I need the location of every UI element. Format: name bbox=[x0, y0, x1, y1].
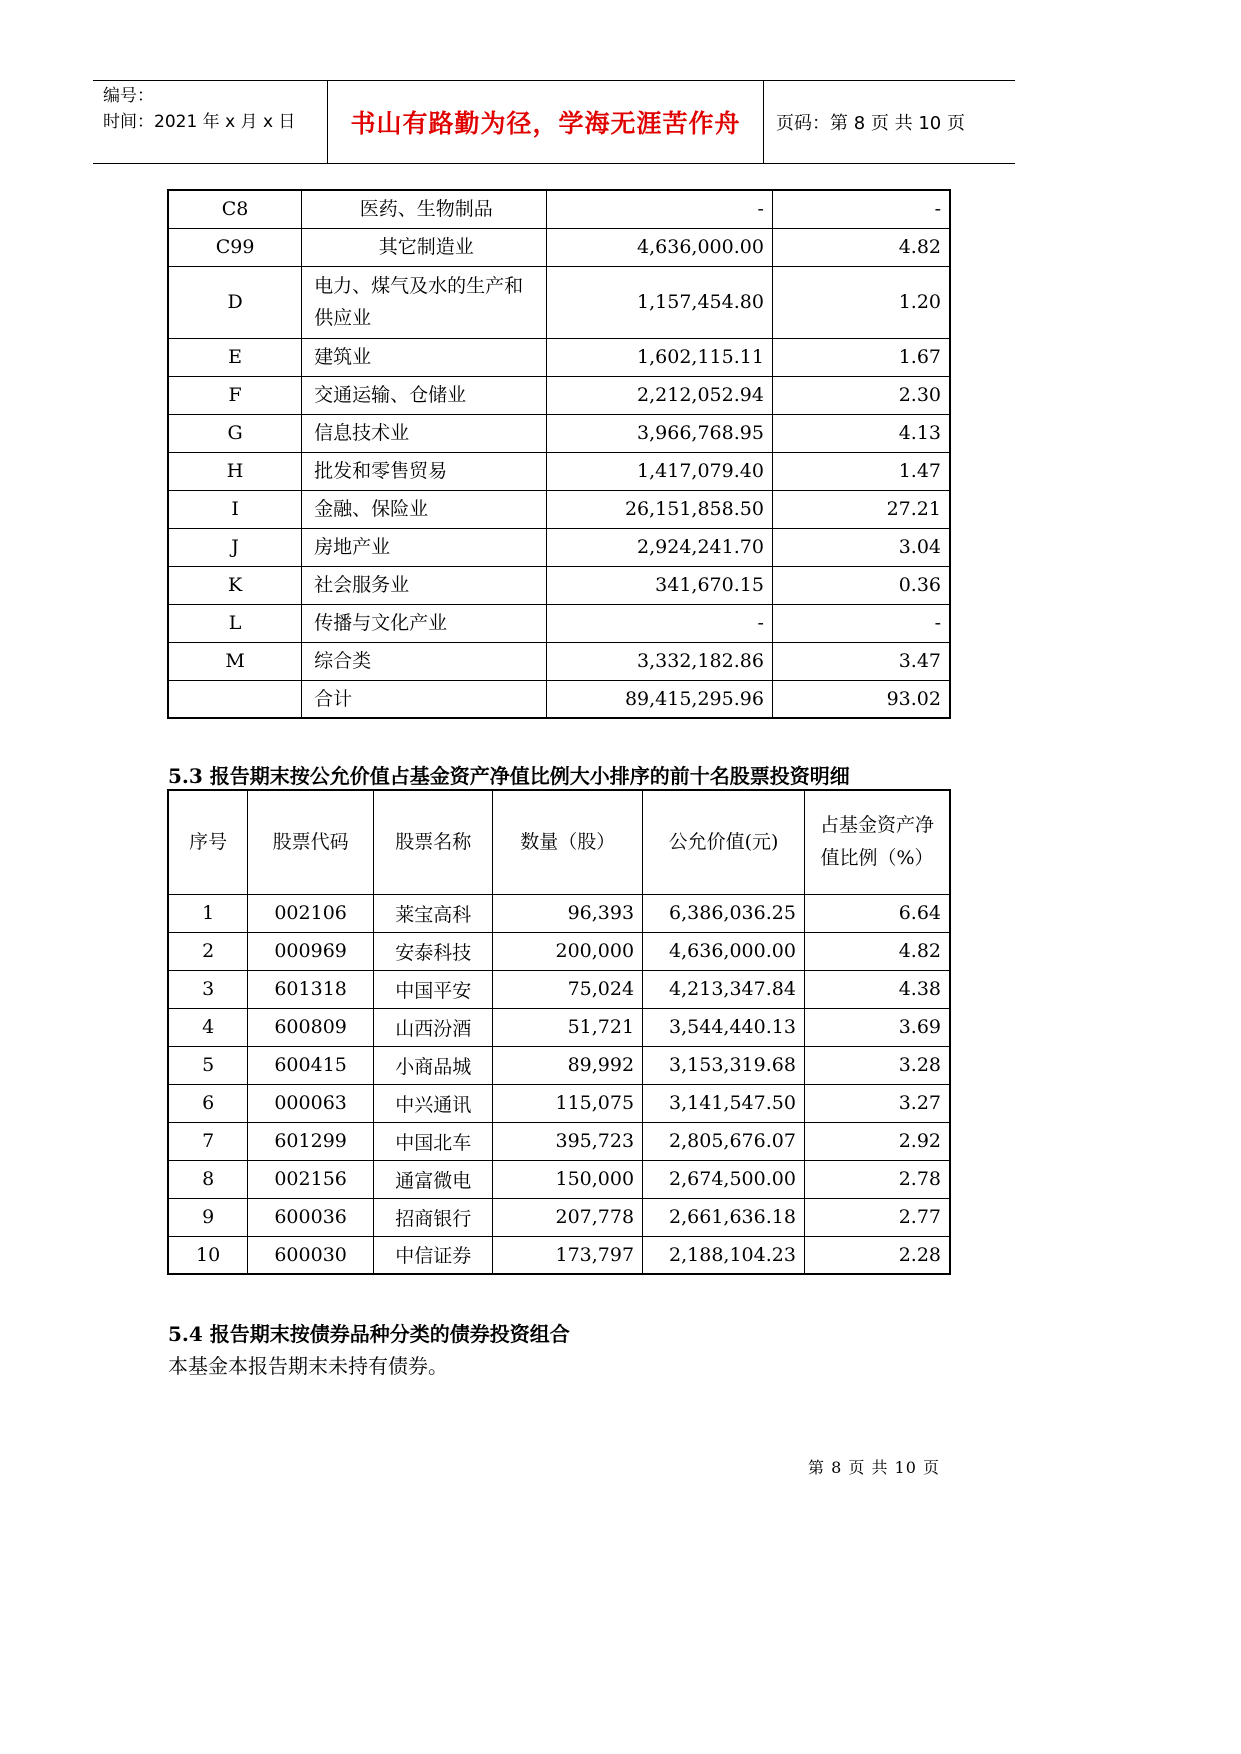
nav-ratio-cell: 6.64 bbox=[804, 894, 950, 932]
fair-value-cell: 2,674,500.00 bbox=[643, 1160, 805, 1198]
nav-ratio-cell: 1.67 bbox=[772, 338, 950, 376]
nav-ratio-cell: 0.36 bbox=[772, 566, 950, 604]
stock-code-cell: 600030 bbox=[248, 1236, 374, 1274]
rank-cell: 1 bbox=[168, 894, 248, 932]
quantity-cell: 75,024 bbox=[493, 970, 643, 1008]
nav-ratio-cell: 3.47 bbox=[772, 642, 950, 680]
nav-ratio-cell: 4.82 bbox=[804, 932, 950, 970]
stock-code-cell: 000969 bbox=[248, 932, 374, 970]
table-row bbox=[168, 1046, 950, 1084]
market-value-cell: 341,670.15 bbox=[547, 566, 773, 604]
quantity-cell: 200,000 bbox=[493, 932, 643, 970]
quantity-cell: 51,721 bbox=[493, 1008, 643, 1046]
market-value-cell: 1,157,454.80 bbox=[547, 266, 773, 338]
industry-code-cell: G bbox=[168, 414, 302, 452]
table-row bbox=[168, 970, 950, 1008]
stock-code-cell: 600415 bbox=[248, 1046, 374, 1084]
table-header-row bbox=[168, 790, 950, 894]
industry-code-cell: L bbox=[168, 604, 302, 642]
top-ten-stocks-table bbox=[167, 789, 951, 1275]
rank-cell: 10 bbox=[168, 1236, 248, 1274]
industry-name-cell: 建筑业 bbox=[302, 338, 547, 376]
header-meta bbox=[103, 81, 327, 165]
nav-ratio-cell: 2.30 bbox=[772, 376, 950, 414]
nav-ratio-cell: 4.13 bbox=[772, 414, 950, 452]
industry-allocation-table bbox=[167, 189, 951, 719]
industry-name-cell: 信息技术业 bbox=[302, 414, 547, 452]
rank-cell: 7 bbox=[168, 1122, 248, 1160]
column-header: 占基金资产净值比例（%） bbox=[804, 790, 950, 894]
stock-code-cell: 600036 bbox=[248, 1198, 374, 1236]
industry-name-cell: 传播与文化产业 bbox=[302, 604, 547, 642]
market-value-cell: 1,602,115.11 bbox=[547, 338, 773, 376]
nav-ratio-cell: 3.69 bbox=[804, 1008, 950, 1046]
market-value-cell: 3,332,182.86 bbox=[547, 642, 773, 680]
stock-name-cell: 山西汾酒 bbox=[373, 1008, 492, 1046]
table-row bbox=[168, 1198, 950, 1236]
quantity-cell: 173,797 bbox=[493, 1236, 643, 1274]
header-page-number: 页码：第 8 页 共 10 页 bbox=[776, 113, 965, 134]
quantity-cell: 115,075 bbox=[493, 1084, 643, 1122]
nav-ratio-cell: 27.21 bbox=[772, 490, 950, 528]
table-row bbox=[168, 528, 950, 566]
table-row bbox=[168, 338, 950, 376]
stock-name-cell: 安泰科技 bbox=[373, 932, 492, 970]
market-value-cell: 26,151,858.50 bbox=[547, 490, 773, 528]
stock-name-cell: 通富微电 bbox=[373, 1160, 492, 1198]
document-number-label: 编号： bbox=[103, 86, 154, 106]
stock-name-cell: 中国平安 bbox=[373, 970, 492, 1008]
table-row bbox=[168, 190, 950, 228]
industry-name-cell: 医药、生物制品 bbox=[302, 190, 547, 228]
nav-ratio-cell: 4.82 bbox=[772, 228, 950, 266]
fair-value-cell: 2,805,676.07 bbox=[643, 1122, 805, 1160]
quantity-cell: 207,778 bbox=[493, 1198, 643, 1236]
industry-code-cell bbox=[168, 680, 302, 718]
fair-value-cell: 3,153,319.68 bbox=[643, 1046, 805, 1084]
table-row bbox=[168, 566, 950, 604]
industry-name-cell: 批发和零售贸易 bbox=[302, 452, 547, 490]
industry-code-cell: I bbox=[168, 490, 302, 528]
page-header bbox=[93, 80, 1015, 164]
table-row bbox=[168, 228, 950, 266]
market-value-cell: - bbox=[547, 190, 773, 228]
industry-name-cell: 电力、煤气及水的生产和供应业 bbox=[302, 266, 547, 338]
stock-code-cell: 000063 bbox=[248, 1084, 374, 1122]
table-row bbox=[168, 604, 950, 642]
nav-ratio-cell: 2.28 bbox=[804, 1236, 950, 1274]
industry-name-cell: 综合类 bbox=[302, 642, 547, 680]
rank-cell: 4 bbox=[168, 1008, 248, 1046]
industry-code-cell: C99 bbox=[168, 228, 302, 266]
stock-code-cell: 601299 bbox=[248, 1122, 374, 1160]
quantity-cell: 395,723 bbox=[493, 1122, 643, 1160]
nav-ratio-cell: 2.78 bbox=[804, 1160, 950, 1198]
industry-name-cell: 合计 bbox=[302, 680, 547, 718]
fair-value-cell: 2,188,104.23 bbox=[643, 1236, 805, 1274]
fair-value-cell: 2,661,636.18 bbox=[643, 1198, 805, 1236]
nav-ratio-cell: 2.77 bbox=[804, 1198, 950, 1236]
nav-ratio-cell: 4.38 bbox=[804, 970, 950, 1008]
nav-ratio-cell: 2.92 bbox=[804, 1122, 950, 1160]
rank-cell: 8 bbox=[168, 1160, 248, 1198]
industry-code-cell: D bbox=[168, 266, 302, 338]
table-row bbox=[168, 1008, 950, 1046]
nav-ratio-cell: - bbox=[772, 604, 950, 642]
stock-name-cell: 小商品城 bbox=[373, 1046, 492, 1084]
industry-code-cell: E bbox=[168, 338, 302, 376]
fair-value-cell: 3,141,547.50 bbox=[643, 1084, 805, 1122]
market-value-cell: 2,924,241.70 bbox=[547, 528, 773, 566]
industry-name-cell: 其它制造业 bbox=[302, 228, 547, 266]
rank-cell: 6 bbox=[168, 1084, 248, 1122]
column-header: 序号 bbox=[168, 790, 248, 894]
industry-name-cell: 社会服务业 bbox=[302, 566, 547, 604]
industry-code-cell: F bbox=[168, 376, 302, 414]
nav-ratio-cell: 1.20 bbox=[772, 266, 950, 338]
nav-ratio-cell: 3.28 bbox=[804, 1046, 950, 1084]
section-5-4-title: 5.4 报告期末按债券品种分类的债券投资组合 bbox=[168, 1322, 570, 1346]
nav-ratio-cell: 3.27 bbox=[804, 1084, 950, 1122]
table-row bbox=[168, 932, 950, 970]
header-motto: 书山有路勤为径，学海无涯苦作舟 bbox=[350, 109, 741, 138]
industry-name-cell: 交通运输、仓储业 bbox=[302, 376, 547, 414]
quantity-cell: 96,393 bbox=[493, 894, 643, 932]
rank-cell: 5 bbox=[168, 1046, 248, 1084]
stock-code-cell: 600809 bbox=[248, 1008, 374, 1046]
market-value-cell: - bbox=[547, 604, 773, 642]
table-row bbox=[168, 490, 950, 528]
column-header: 数量（股） bbox=[493, 790, 643, 894]
industry-code-cell: H bbox=[168, 452, 302, 490]
fair-value-cell: 4,636,000.00 bbox=[643, 932, 805, 970]
section-5-4-body: 本基金本报告期末未持有债券。 bbox=[168, 1354, 448, 1378]
stock-name-cell: 中兴通讯 bbox=[373, 1084, 492, 1122]
quantity-cell: 89,992 bbox=[493, 1046, 643, 1084]
page-footer: 第 8 页 共 10 页 bbox=[808, 1458, 940, 1477]
rank-cell: 2 bbox=[168, 932, 248, 970]
fair-value-cell: 3,544,440.13 bbox=[643, 1008, 805, 1046]
market-value-cell: 89,415,295.96 bbox=[547, 680, 773, 718]
column-header: 公允价值(元) bbox=[643, 790, 805, 894]
column-header: 股票代码 bbox=[248, 790, 374, 894]
industry-code-cell: C8 bbox=[168, 190, 302, 228]
fair-value-cell: 6,386,036.25 bbox=[643, 894, 805, 932]
rank-cell: 9 bbox=[168, 1198, 248, 1236]
stock-code-cell: 002106 bbox=[248, 894, 374, 932]
table-row bbox=[168, 452, 950, 490]
stock-name-cell: 招商银行 bbox=[373, 1198, 492, 1236]
table-row bbox=[168, 266, 950, 338]
stock-name-cell: 中国北车 bbox=[373, 1122, 492, 1160]
industry-code-cell: J bbox=[168, 528, 302, 566]
market-value-cell: 4,636,000.00 bbox=[547, 228, 773, 266]
fair-value-cell: 4,213,347.84 bbox=[643, 970, 805, 1008]
table-row bbox=[168, 1236, 950, 1274]
nav-ratio-cell: 3.04 bbox=[772, 528, 950, 566]
section-5-3-title: 5.3 报告期末按公允价值占基金资产净值比例大小排序的前十名股票投资明细 bbox=[168, 764, 850, 788]
nav-ratio-cell: 1.47 bbox=[772, 452, 950, 490]
nav-ratio-cell: - bbox=[772, 190, 950, 228]
table-row bbox=[168, 894, 950, 932]
industry-name-cell: 房地产业 bbox=[302, 528, 547, 566]
table-row bbox=[168, 680, 950, 718]
stock-code-cell: 601318 bbox=[248, 970, 374, 1008]
nav-ratio-cell: 93.02 bbox=[772, 680, 950, 718]
stock-name-cell: 中信证券 bbox=[373, 1236, 492, 1274]
table-row bbox=[168, 642, 950, 680]
industry-code-cell: K bbox=[168, 566, 302, 604]
table-row bbox=[168, 414, 950, 452]
market-value-cell: 1,417,079.40 bbox=[547, 452, 773, 490]
document-time-label: 时间：2021 年 x 月 x 日 bbox=[103, 112, 296, 132]
industry-name-cell: 金融、保险业 bbox=[302, 490, 547, 528]
market-value-cell: 2,212,052.94 bbox=[547, 376, 773, 414]
table-row bbox=[168, 1084, 950, 1122]
industry-code-cell: M bbox=[168, 642, 302, 680]
stock-code-cell: 002156 bbox=[248, 1160, 374, 1198]
table-row bbox=[168, 1160, 950, 1198]
table-row bbox=[168, 376, 950, 414]
column-header: 股票名称 bbox=[373, 790, 492, 894]
market-value-cell: 3,966,768.95 bbox=[547, 414, 773, 452]
rank-cell: 3 bbox=[168, 970, 248, 1008]
stock-name-cell: 莱宝高科 bbox=[373, 894, 492, 932]
quantity-cell: 150,000 bbox=[493, 1160, 643, 1198]
table-row bbox=[168, 1122, 950, 1160]
